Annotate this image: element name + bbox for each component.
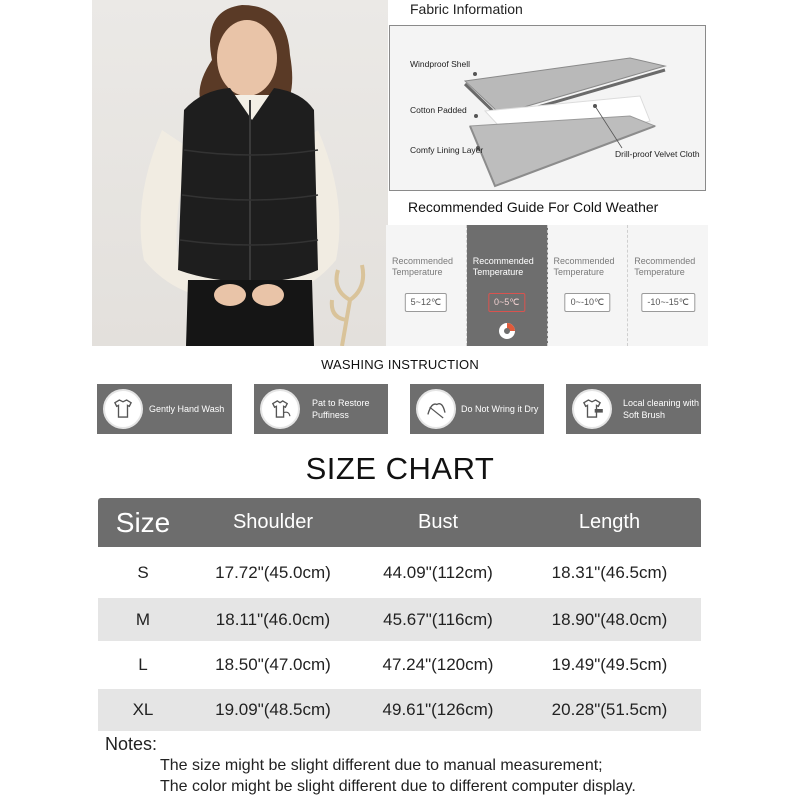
temperature-guide xyxy=(386,225,708,346)
selected-indicator-icon xyxy=(497,321,517,341)
temperature-label-line1: Recommended xyxy=(472,256,534,266)
wash-text-line1: Gently Hand Wash xyxy=(149,404,225,414)
fabric-label-cotton-padded: Cotton Padded xyxy=(410,105,467,115)
header-bust: Bust xyxy=(417,511,459,533)
bust-cell: 49.61"(126cm) xyxy=(382,700,494,719)
pat-garment-icon xyxy=(260,389,300,429)
size-cell: M xyxy=(135,609,151,629)
bust-cell: 44.09"(112cm) xyxy=(383,562,493,582)
wash-text xyxy=(623,384,699,434)
temperature-label xyxy=(554,256,615,278)
washing-instruction-title: WASHING INSTRUCTION xyxy=(321,357,479,372)
size-cell: S xyxy=(137,562,149,582)
temperature-label-line2: Temperature xyxy=(634,267,685,277)
size-chart-table xyxy=(98,498,701,731)
temperature-label-line2: Temperature xyxy=(472,267,524,277)
fabric-layers-diagram xyxy=(389,25,706,191)
do-not-wring-icon xyxy=(416,389,456,429)
wash-tile-hand-wash xyxy=(97,384,232,434)
note-line: The color might be slight different due to different computer display. xyxy=(160,778,636,795)
shoulder-cell: 18.50"(47.0cm) xyxy=(215,655,331,674)
header-size: Size xyxy=(115,506,171,538)
table-row xyxy=(98,547,701,598)
shoulder-cell: 19.09"(48.5cm) xyxy=(215,700,331,719)
wash-text-line1: Pat to Restore xyxy=(312,398,370,408)
temperature-column xyxy=(548,225,629,346)
temperature-label xyxy=(473,256,534,278)
fabric-label-velvet-cloth: Drill-proof Velvet Cloth xyxy=(615,149,700,159)
bust-cell: 45.67"(116cm) xyxy=(383,609,493,629)
length-cell: 19.49"(49.5cm) xyxy=(551,655,668,674)
cold-weather-guide-title: Recommended Guide For Cold Weather xyxy=(408,199,659,215)
size-cell: XL xyxy=(132,700,154,719)
header-length: Length xyxy=(578,511,641,533)
product-photo xyxy=(92,0,388,346)
table-row xyxy=(98,689,701,731)
temperature-label xyxy=(392,256,453,278)
wash-tile-soft-brush xyxy=(566,384,701,434)
table-row xyxy=(98,641,701,689)
notes-title: Notes: xyxy=(105,734,158,754)
wash-text-line1: Local cleaning with xyxy=(623,398,700,408)
wash-tile-pat-restore xyxy=(254,384,388,434)
note-line: The size might be slight different due to manual measurement; xyxy=(160,757,603,774)
temperature-range-badge: 5~12℃ xyxy=(405,293,447,312)
temperature-column xyxy=(628,225,708,346)
temperature-label-line1: Recommended xyxy=(392,256,454,266)
length-cell: 18.90"(48.0cm) xyxy=(551,609,668,629)
table-row xyxy=(98,598,701,641)
shoulder-cell: 17.72"(45.0cm) xyxy=(215,562,331,582)
wash-text xyxy=(312,384,370,434)
wash-text-line2: Soft Brush xyxy=(623,410,666,420)
size-cell: L xyxy=(138,655,148,674)
temperature-range-badge: 0~5℃ xyxy=(488,293,525,312)
temperature-label xyxy=(634,256,695,278)
temperature-label-line2: Temperature xyxy=(553,267,605,277)
size-chart-header-row xyxy=(98,498,701,547)
temperature-range-badge: 0~-10℃ xyxy=(565,293,610,312)
temperature-label-line1: Recommended xyxy=(553,256,615,266)
wash-text-line1: Do Not Wring it Dry xyxy=(461,404,539,414)
length-cell: 18.31"(46.5cm) xyxy=(551,562,668,582)
wash-text xyxy=(461,384,538,434)
soft-brush-icon xyxy=(572,389,612,429)
length-cell: 20.28"(51.5cm) xyxy=(551,700,668,719)
temperature-label-line1: Recommended xyxy=(634,256,696,266)
fabric-information-title: Fabric Information xyxy=(410,1,523,17)
temperature-column-active xyxy=(467,225,548,346)
model-wearing-vest-image xyxy=(92,0,388,346)
temperature-label-line2: Temperature xyxy=(392,267,443,277)
header-shoulder: Shoulder xyxy=(232,511,314,533)
wash-tile-do-not-wring xyxy=(410,384,544,434)
wash-text-line2: Puffiness xyxy=(312,410,349,420)
size-chart-title: SIZE CHART xyxy=(305,451,495,486)
temperature-column xyxy=(386,225,467,346)
shoulder-cell: 18.11"(46.0cm) xyxy=(215,609,331,629)
wash-text xyxy=(149,384,224,434)
hand-wash-icon xyxy=(103,389,143,429)
fabric-label-comfy-lining: Comfy Lining Layer xyxy=(410,145,484,155)
fabric-label-windproof-shell: Windproof Shell xyxy=(410,59,471,69)
temperature-range-badge: -10~-15℃ xyxy=(641,293,694,312)
bust-cell: 47.24"(120cm) xyxy=(382,655,494,674)
